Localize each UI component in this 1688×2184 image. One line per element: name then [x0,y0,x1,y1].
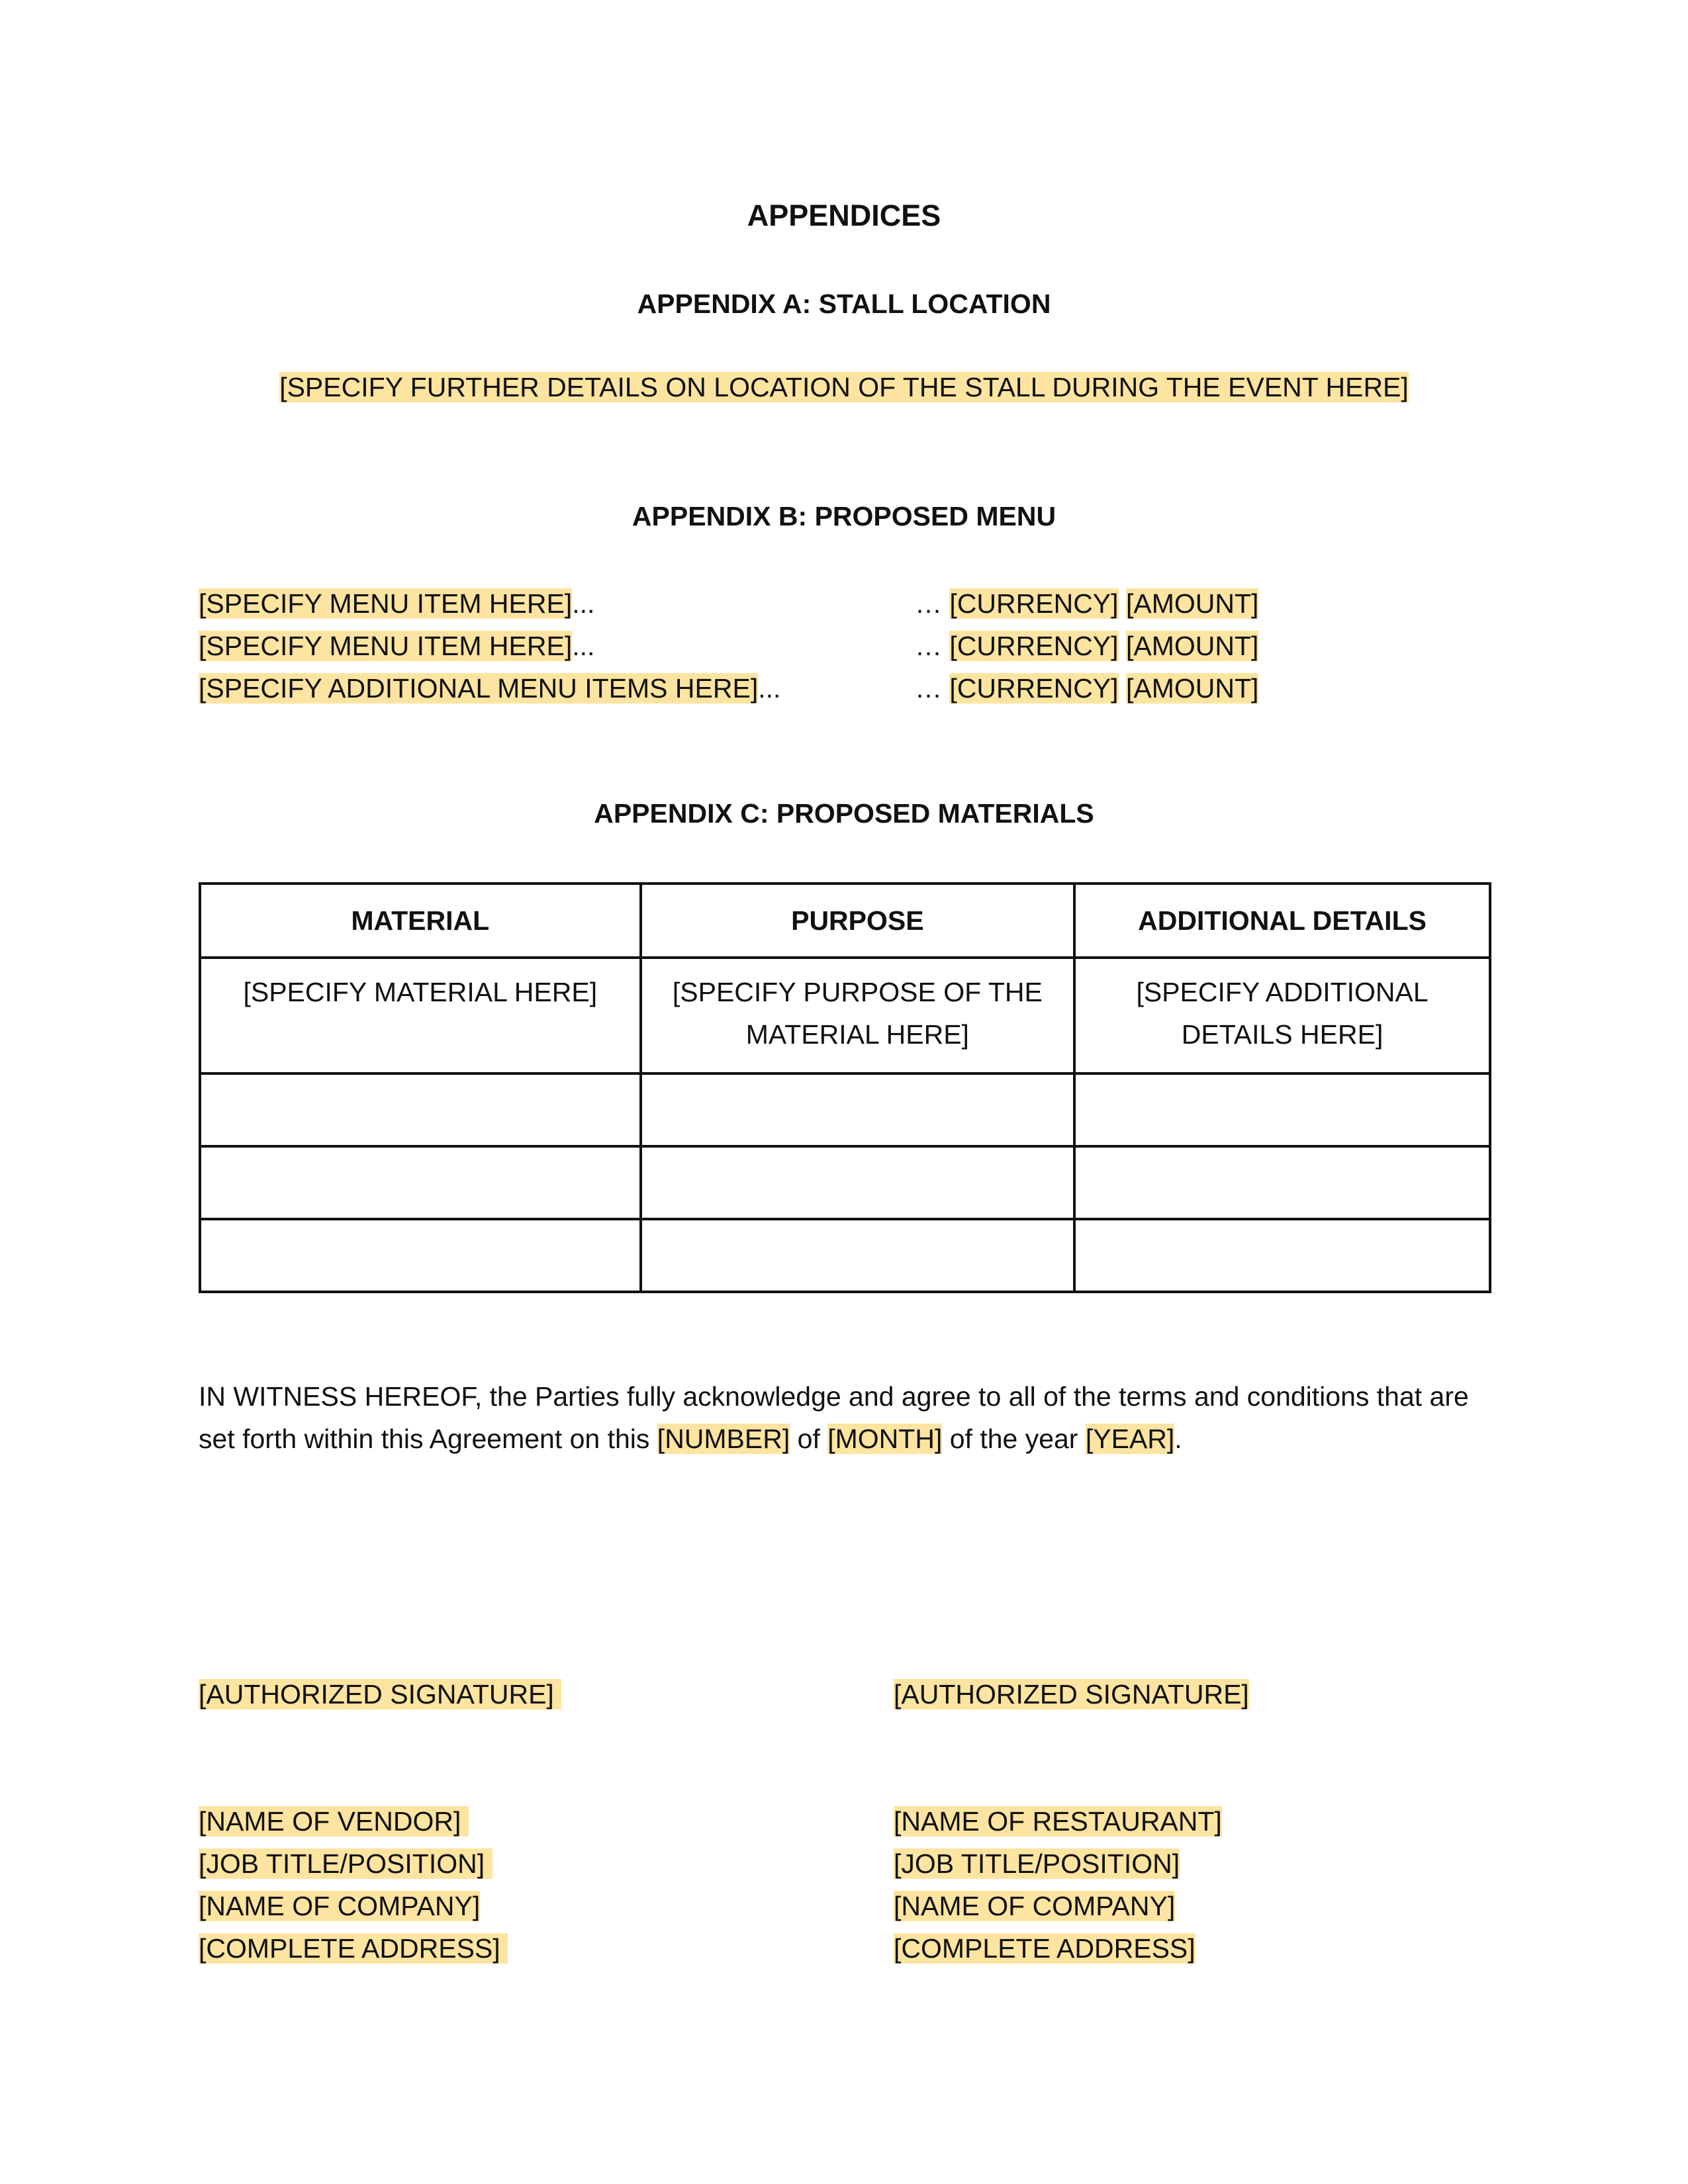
company-name-placeholder: [NAME OF COMPANY] [894,1891,1176,1921]
materials-table [199,882,1491,1293]
address-placeholder: [COMPLETE ADDRESS] [894,1933,1196,1964]
column-header-additional-details: ADDITIONAL DETAILS [1074,884,1490,958]
witness-connector: of the year [942,1424,1086,1454]
menu-item-name: [SPECIFY MENU ITEM HERE] [199,588,573,619]
appendix-a-heading: APPENDIX A: STALL LOCATION [637,289,1051,319]
month-placeholder: [MONTH] [827,1424,943,1454]
table-cell [641,1219,1075,1292]
table-row [200,958,1490,1073]
menu-item-dots: ... [572,588,595,619]
amount-placeholder: [AMOUNT] [1125,673,1259,704]
left-signature-line [199,1673,561,1715]
price-leader: … [915,588,950,619]
table-row [200,1219,1490,1292]
menu-item-name: [SPECIFY MENU ITEM HERE] [199,631,573,661]
right-signatory-block [894,1800,1222,1970]
column-header-material: MATERIAL [200,884,641,958]
job-title-placeholder: [JOB TITLE/POSITION] [199,1848,492,1879]
witness-end: . [1174,1424,1182,1454]
witness-paragraph [199,1375,1496,1460]
restaurant-name-placeholder: [NAME OF RESTAURANT] [894,1806,1222,1837]
witness-connector: of [790,1424,828,1454]
price-leader: … [915,673,950,704]
table-cell: [SPECIFY PURPOSE OF THE MATERIAL HERE] [641,958,1075,1073]
appendix-c-heading: APPENDIX C: PROPOSED MATERIALS [594,798,1094,829]
day-number-placeholder: [NUMBER] [657,1424,790,1454]
table-header-row [200,884,1490,958]
table-cell: [SPECIFY ADDITIONAL DETAILS HERE] [1074,958,1490,1073]
address-placeholder: [COMPLETE ADDRESS] [199,1933,508,1964]
table-cell: [SPECIFY MATERIAL HERE] [200,958,641,1073]
table-cell [200,1146,641,1219]
table-cell [1074,1146,1490,1219]
menu-item-row [199,582,594,625]
appendix-a-detail [0,372,1688,403]
menu-item-row [199,667,780,709]
currency-placeholder: [CURRENCY] [949,588,1119,619]
table-row [200,1146,1490,1219]
year-placeholder: [YEAR] [1085,1424,1175,1454]
job-title-placeholder: [JOB TITLE/POSITION] [894,1848,1180,1879]
witness-text: IN WITNESS HEREOF, the Parties fully acknowledge and agree to all of the terms and conditions that are set forth within this Agreement on this [199,1381,1469,1454]
menu-item-dots: ... [572,631,595,661]
table-cell [1074,1073,1490,1146]
price-leader: … [915,631,950,661]
table-cell [1074,1219,1490,1292]
appendix-b-heading: APPENDIX B: PROPOSED MENU [632,501,1056,531]
table-cell [200,1219,641,1292]
amount-placeholder: [AMOUNT] [1125,588,1259,619]
amount-placeholder: [AMOUNT] [1125,631,1259,661]
currency-placeholder: [CURRENCY] [949,631,1119,661]
stall-location-placeholder: [SPECIFY FURTHER DETAILS ON LOCATION OF THE STALL DURING THE EVENT HERE] [279,372,1409,402]
table-cell [200,1073,641,1146]
column-header-purpose: PURPOSE [641,884,1075,958]
company-name-placeholder: [NAME OF COMPANY] [199,1891,481,1921]
menu-item-dots: ... [758,673,781,704]
table-cell [641,1146,1075,1219]
left-signatory-block [199,1800,508,1970]
currency-placeholder: [CURRENCY] [949,673,1119,704]
authorized-signature-placeholder: [AUTHORIZED SIGNATURE] [199,1679,562,1709]
authorized-signature-placeholder: [AUTHORIZED SIGNATURE] [894,1679,1249,1709]
menu-item-row [199,625,594,667]
table-cell [641,1073,1075,1146]
menu-item-name: [SPECIFY ADDITIONAL MENU ITEMS HERE] [199,673,759,704]
page-title: APPENDICES [747,199,941,232]
menu-item-price [915,625,1258,667]
table-row [200,1073,1490,1146]
right-signature-line [894,1673,1249,1715]
menu-item-price [915,667,1258,709]
vendor-name-placeholder: [NAME OF VENDOR] [199,1806,469,1837]
menu-item-price [915,582,1258,625]
